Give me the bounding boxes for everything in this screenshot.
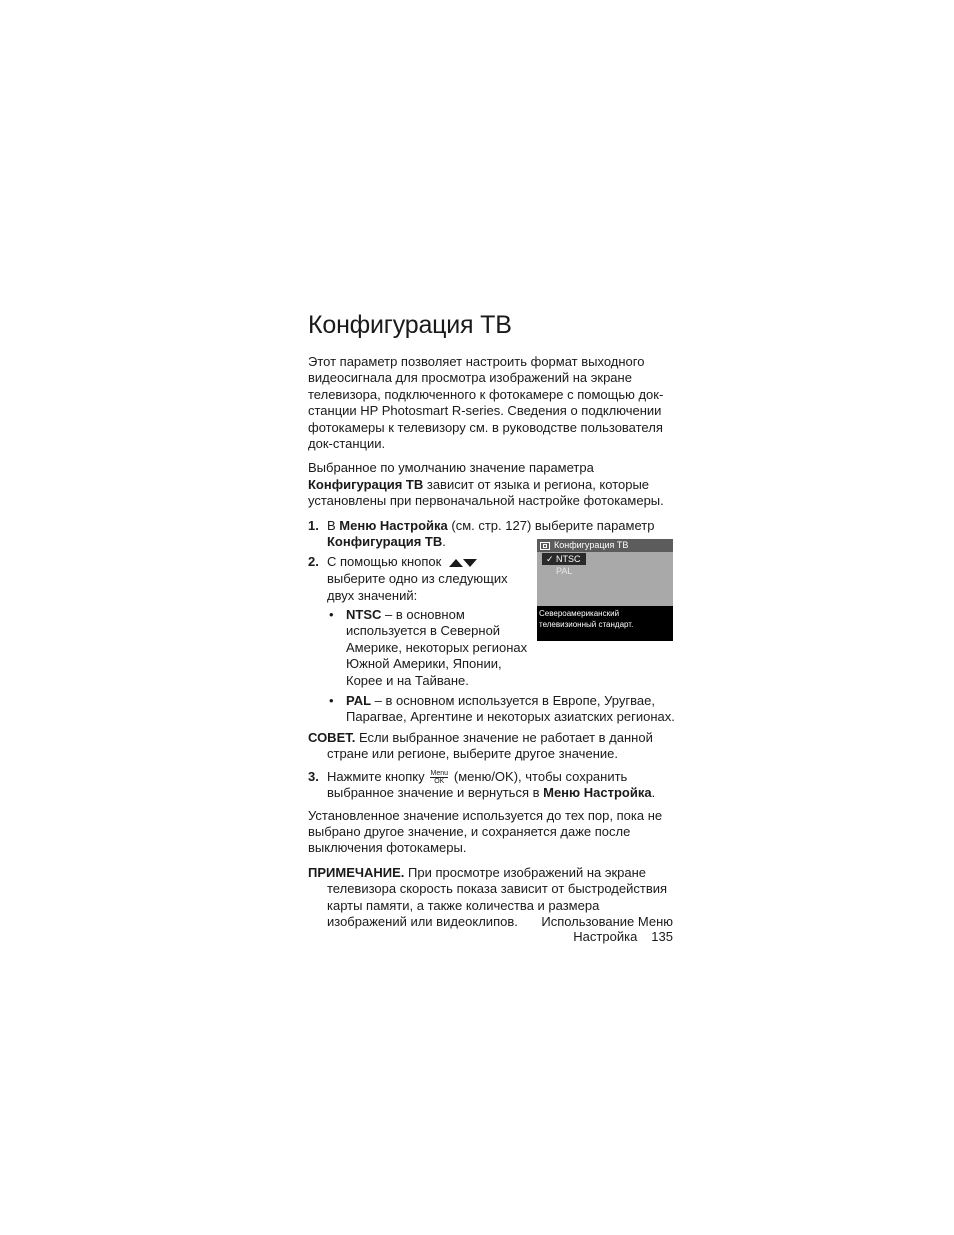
step-number: 1. — [308, 517, 319, 533]
intro-paragraph: Этот параметр позволяет настроить формат выходного видеосигнала для просмотра изображений на экране телевизора, подключенного к фотокамере с помощью док-станции HP Photosmart R-series. Сведения о подключении фотокамеры к телевизору см. в руководстве пользователя док-станции. — [308, 354, 664, 452]
tv-icon — [540, 542, 550, 550]
bullet-ntsc: • NTSC – в основном используется в Северной Америке, некоторых регионах Южной Америки, Японии, Корее и на Тайване. — [329, 607, 528, 688]
option-pal: PAL — [556, 566, 573, 576]
camera-screen-image — [537, 539, 673, 641]
param-name: Конфигурация ТВ — [327, 534, 443, 550]
option-ntsc: ✓ NTSC — [542, 553, 586, 565]
page-number: 135 — [651, 929, 673, 944]
bullet-pal: • PAL – в основном используется в Европе, Уругвае, Парагвае, Аргентине и некоторых азиатских регионах. — [329, 693, 675, 725]
step-number: 3. — [308, 768, 319, 784]
menu-name: Меню Настройка — [543, 785, 652, 801]
default-paragraph: Выбранное по умолчанию значение параметра Конфигурация ТВ зависит от языка и региона, которые установлены при первоначальной настройке фотокамеры. — [308, 460, 664, 509]
note: ПРИМЕЧАНИЕ. При просмотре изображений на экране телевизора скорость показа зависит от быстродействия карты памяти, а также количества и размера изображений или видеоклипов. — [308, 864, 668, 929]
menu-ok-button-icon: Menu OK — [430, 769, 449, 785]
step-3: 3. Нажмите кнопку Menu OK (меню/OK), чтобы сохранить выбранное значение и вернуться в Меню Настройка. — [308, 768, 656, 801]
step-1: 1. В Меню Настройка (см. стр. 127) выберите параметр Конфигурация ТВ. — [308, 517, 655, 550]
up-down-arrows-icon — [449, 555, 477, 571]
note-label: ПРИМЕЧАНИЕ. — [308, 864, 405, 880]
param-name: Конфигурация ТВ — [308, 476, 424, 492]
tip-note: СОВЕТ. Если выбранное значение не работает в данной стране или регионе, выберите другое значение. — [308, 729, 653, 762]
step-2: 2. С помощью кнопок выберите одно из следующих двух значений: • NTSC – в основном используется в Северной Америке, некоторых регионах Южной Америки, Японии, Корее и на Тайване. • PAL – в основном используется в Европе, Уругвае, Парагвае, Аргентине и некоторых азиатских регионах. — [308, 554, 675, 725]
tip-label: СОВЕТ. — [308, 729, 356, 745]
screen-title-bar: Конфигурация ТВ — [537, 539, 673, 552]
page-title: Конфигурация ТВ — [308, 311, 512, 339]
menu-name: Меню Настройка — [339, 517, 448, 533]
footer-section: Использование Меню Настройка — [541, 914, 673, 944]
saved-paragraph: Установленное значение используется до тех пор, пока не выбрано другое значение, и сохраняется даже после выключения фотокамеры. — [308, 807, 663, 856]
screen-description: Североамериканский телевизионный стандарт. — [537, 606, 673, 641]
step-number: 2. — [308, 554, 319, 570]
page-footer — [440, 914, 673, 944]
